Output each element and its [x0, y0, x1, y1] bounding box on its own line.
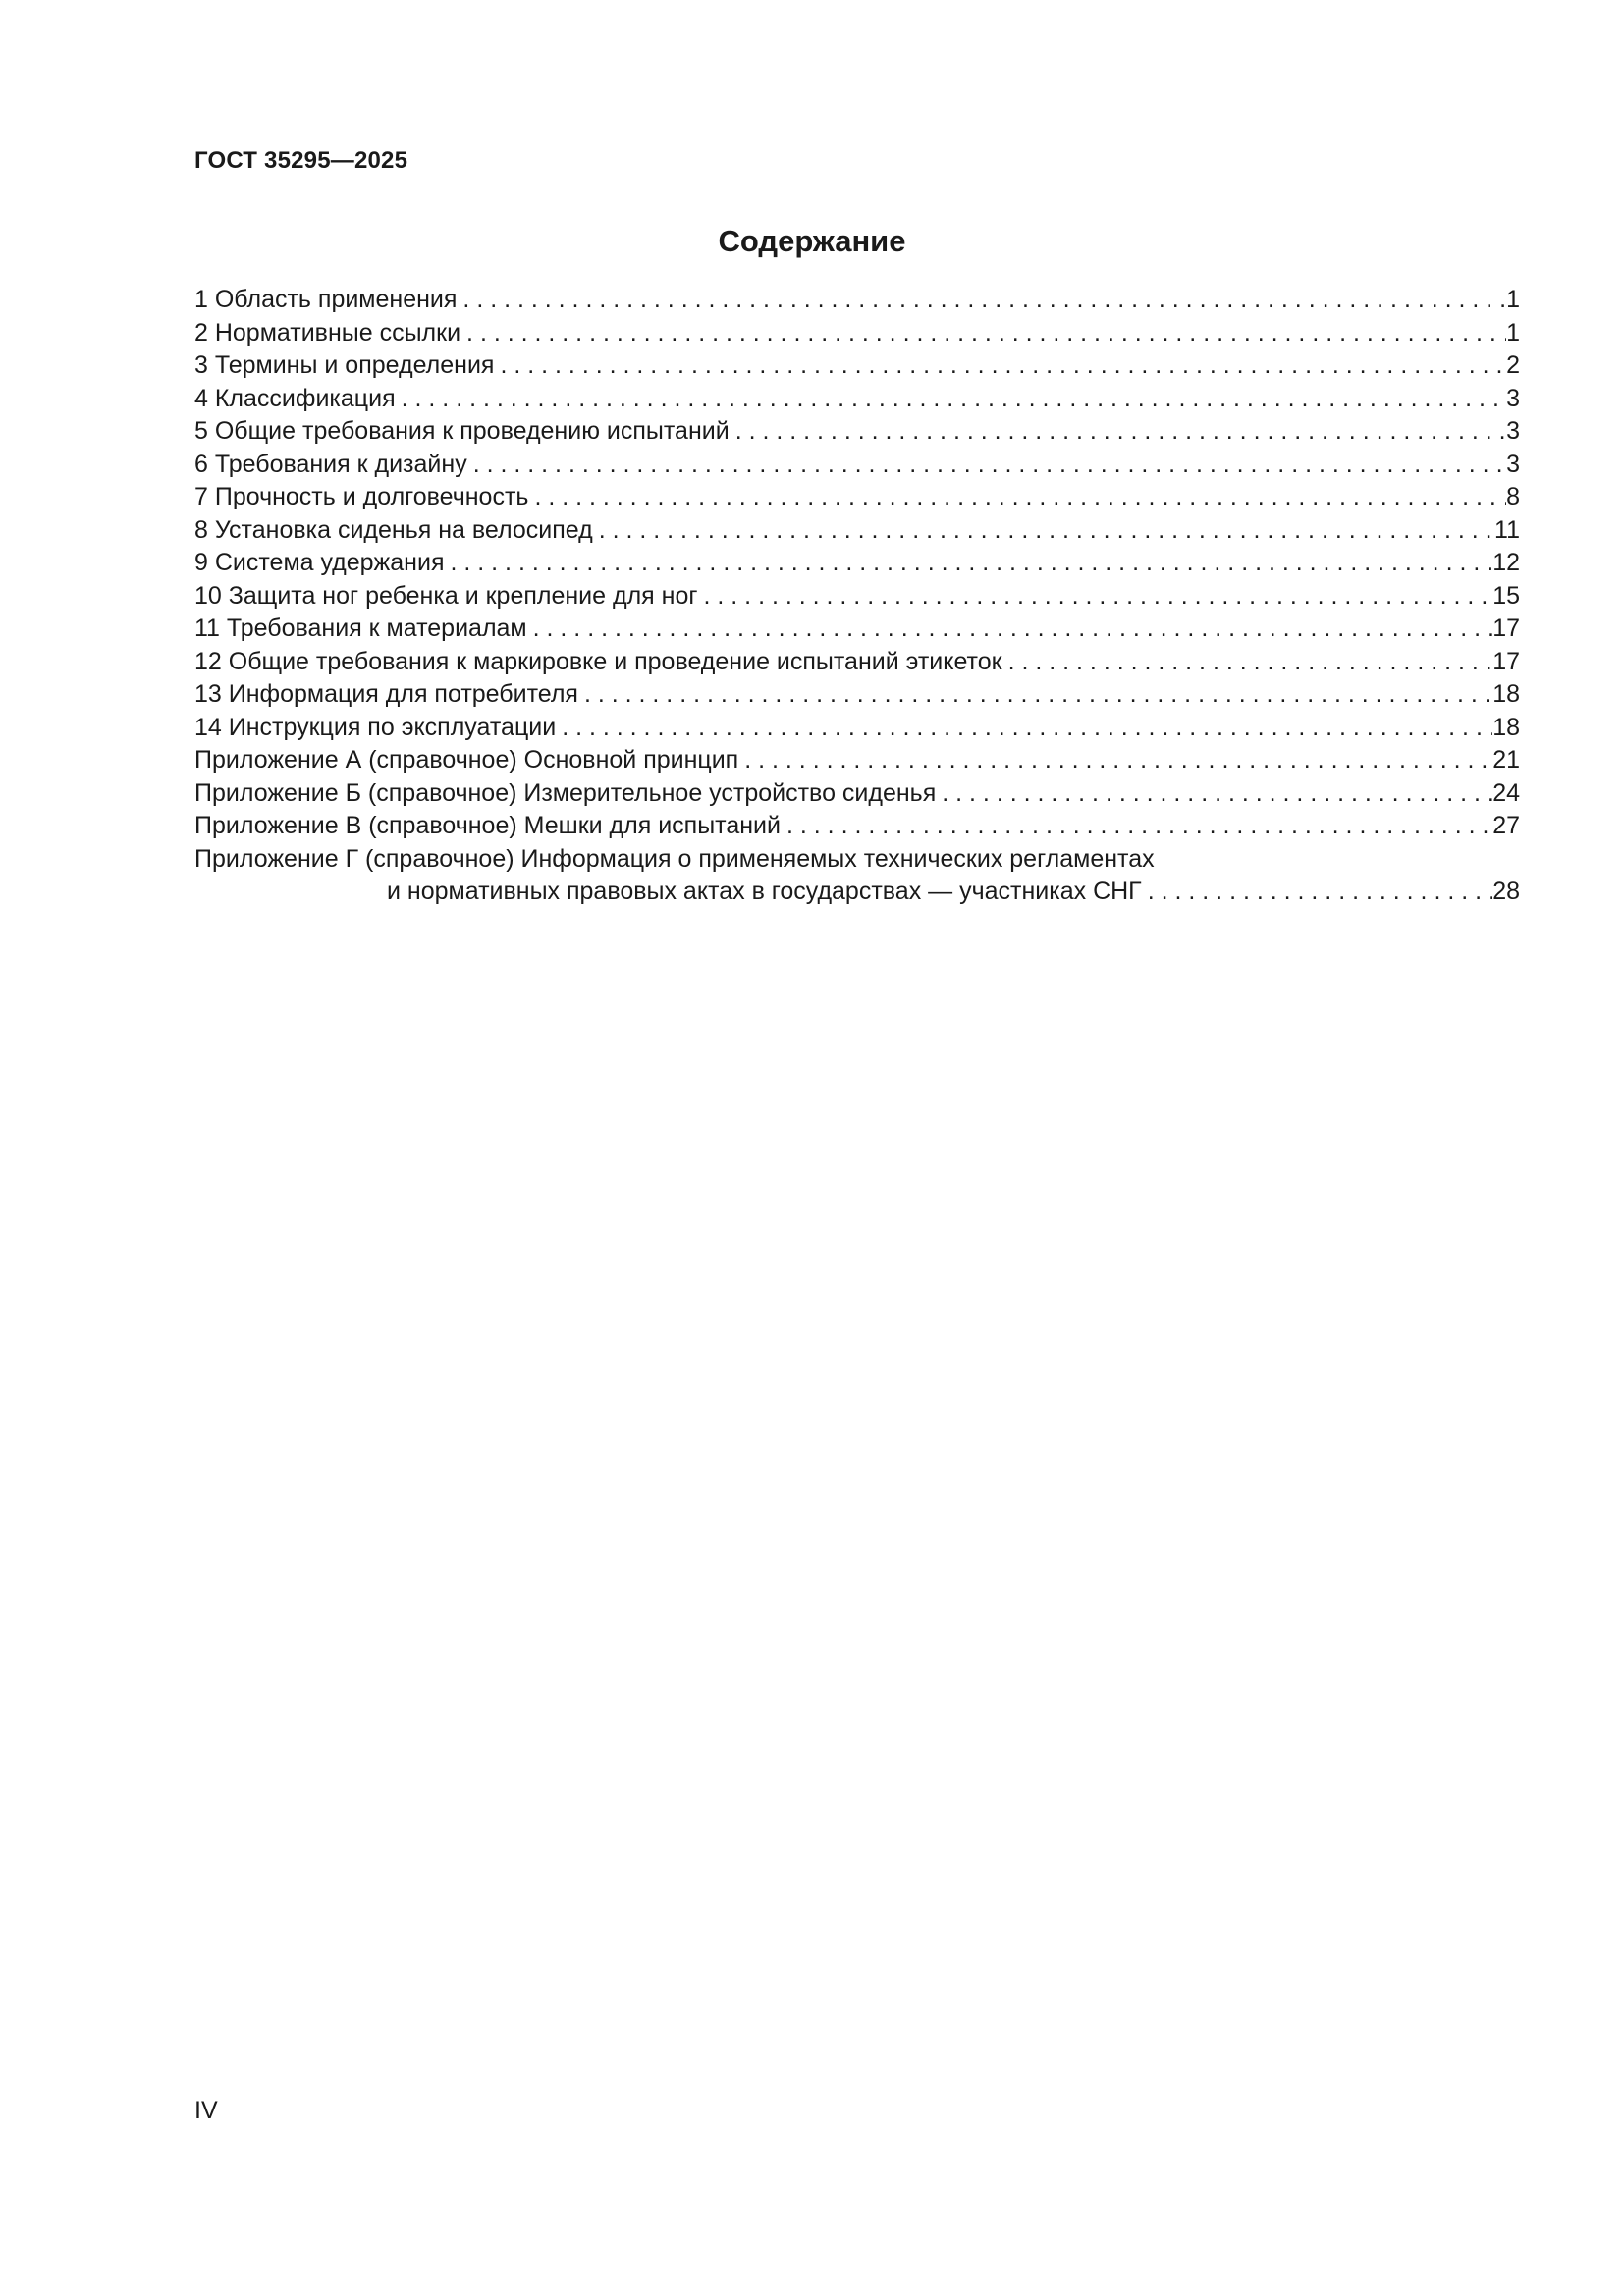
toc-entry[interactable]	[194, 812, 1520, 845]
toc-entry[interactable]	[194, 516, 1520, 550]
toc-entry[interactable]	[194, 319, 1520, 352]
toc-entry-page: 27	[1492, 812, 1520, 839]
toc-entry-page: 3	[1506, 384, 1520, 412]
toc-entry[interactable]	[194, 582, 1520, 615]
toc-entry-label: 11 Требования к материалам	[194, 614, 527, 642]
toc-entry-page: 17	[1492, 614, 1520, 642]
toc-entry-page: 18	[1492, 680, 1520, 708]
toc-entry-label: 12 Общие требования к маркировке и проведение испытаний этикеток	[194, 647, 1002, 675]
toc-entry-label: Приложение Б (справочное) Измерительное устройство сиденья	[194, 778, 937, 807]
toc-entry-label: 4 Классификация	[194, 384, 396, 412]
toc-entry-label: 3 Термины и определения	[194, 351, 495, 379]
toc-leader-dots	[936, 779, 1492, 808]
toc-leader-dots	[730, 417, 1506, 446]
toc-entry[interactable]	[194, 779, 1520, 813]
toc-leader-dots	[457, 286, 1506, 314]
toc-entry-page: 18	[1492, 713, 1520, 741]
toc-entry[interactable]	[194, 648, 1520, 681]
toc-entry-page: 2	[1506, 351, 1520, 379]
toc-entry-page: 1	[1506, 286, 1520, 313]
toc-leader-dots	[527, 614, 1493, 643]
toc-leader-dots	[556, 714, 1492, 742]
toc-entry-label: 7 Прочность и долговечность	[194, 483, 529, 510]
toc-entry[interactable]	[194, 549, 1520, 582]
toc-leader-dots	[578, 680, 1492, 709]
toc-entry[interactable]	[194, 351, 1520, 385]
toc-entry[interactable]	[194, 451, 1520, 484]
toc-entry[interactable]	[194, 680, 1520, 714]
toc-entry-label: и нормативных правовых актах в государствах — участниках СНГ	[387, 878, 1142, 905]
toc-leader-dots	[444, 549, 1492, 577]
toc-entry-label: 9 Система удержания	[194, 549, 445, 576]
toc-entry-page: 24	[1492, 778, 1520, 807]
toc-entry-continuation[interactable]	[194, 878, 1520, 911]
toc-leader-dots	[467, 451, 1506, 479]
toc-entry[interactable]	[194, 385, 1520, 418]
toc-title: Содержание	[718, 224, 906, 258]
toc-entry-label: Приложение Г (справочное) Информация о применяемых технических регламентах	[194, 844, 1155, 873]
toc-entry[interactable]	[194, 614, 1520, 648]
toc-leader-dots	[396, 385, 1506, 413]
toc-entry-page: 11	[1494, 515, 1520, 544]
toc-leader-dots	[1002, 648, 1493, 676]
toc-entry-page: 1	[1506, 318, 1520, 347]
toc-entry-page: 15	[1492, 581, 1520, 610]
toc-entry-label: 1 Область применения	[194, 286, 458, 313]
toc-leader-dots	[528, 483, 1506, 511]
toc-entry-label: 10 Защита ног ребенка и крепление для ног	[194, 581, 698, 610]
page-number: IV	[194, 2097, 218, 2124]
toc-entry-label: 5 Общие требования к проведению испытаний	[194, 417, 730, 445]
toc-entry-page: 28	[1492, 878, 1520, 905]
toc-entry-label: Приложение В (справочное) Мешки для испытаний	[194, 812, 781, 839]
toc-entry-label: Приложение А (справочное) Основной принцип	[194, 746, 739, 774]
toc-entry[interactable]	[194, 714, 1520, 747]
toc-entry-label: 6 Требования к дизайну	[194, 450, 467, 478]
table-of-contents	[194, 286, 1520, 911]
toc-entry-label: 8 Установка сиденья на велосипед	[194, 515, 593, 544]
toc-entry[interactable]	[194, 286, 1520, 319]
document-code: ГОСТ 35295—2025	[194, 147, 408, 174]
toc-leader-dots	[460, 319, 1506, 347]
toc-leader-dots	[781, 812, 1492, 840]
toc-entry-page: 3	[1506, 417, 1520, 445]
toc-entry-label: 13 Информация для потребителя	[194, 680, 578, 708]
toc-entry-page: 8	[1506, 483, 1520, 510]
toc-entry[interactable]	[194, 746, 1520, 779]
toc-entry[interactable]	[194, 483, 1520, 516]
toc-entry-page: 21	[1492, 746, 1520, 774]
toc-entry-page: 12	[1492, 549, 1520, 576]
toc-entry-page: 3	[1506, 450, 1520, 478]
toc-leader-dots	[494, 351, 1506, 380]
toc-entry-label: 2 Нормативные ссылки	[194, 318, 461, 347]
toc-leader-dots	[1142, 878, 1492, 906]
toc-entry[interactable]	[194, 845, 1520, 879]
toc-entry-page: 17	[1492, 647, 1520, 675]
toc-entry-label: 14 Инструкция по эксплуатации	[194, 713, 557, 741]
toc-leader-dots	[738, 746, 1492, 774]
toc-leader-dots	[593, 516, 1494, 545]
toc-leader-dots	[698, 582, 1493, 611]
toc-entry[interactable]	[194, 417, 1520, 451]
